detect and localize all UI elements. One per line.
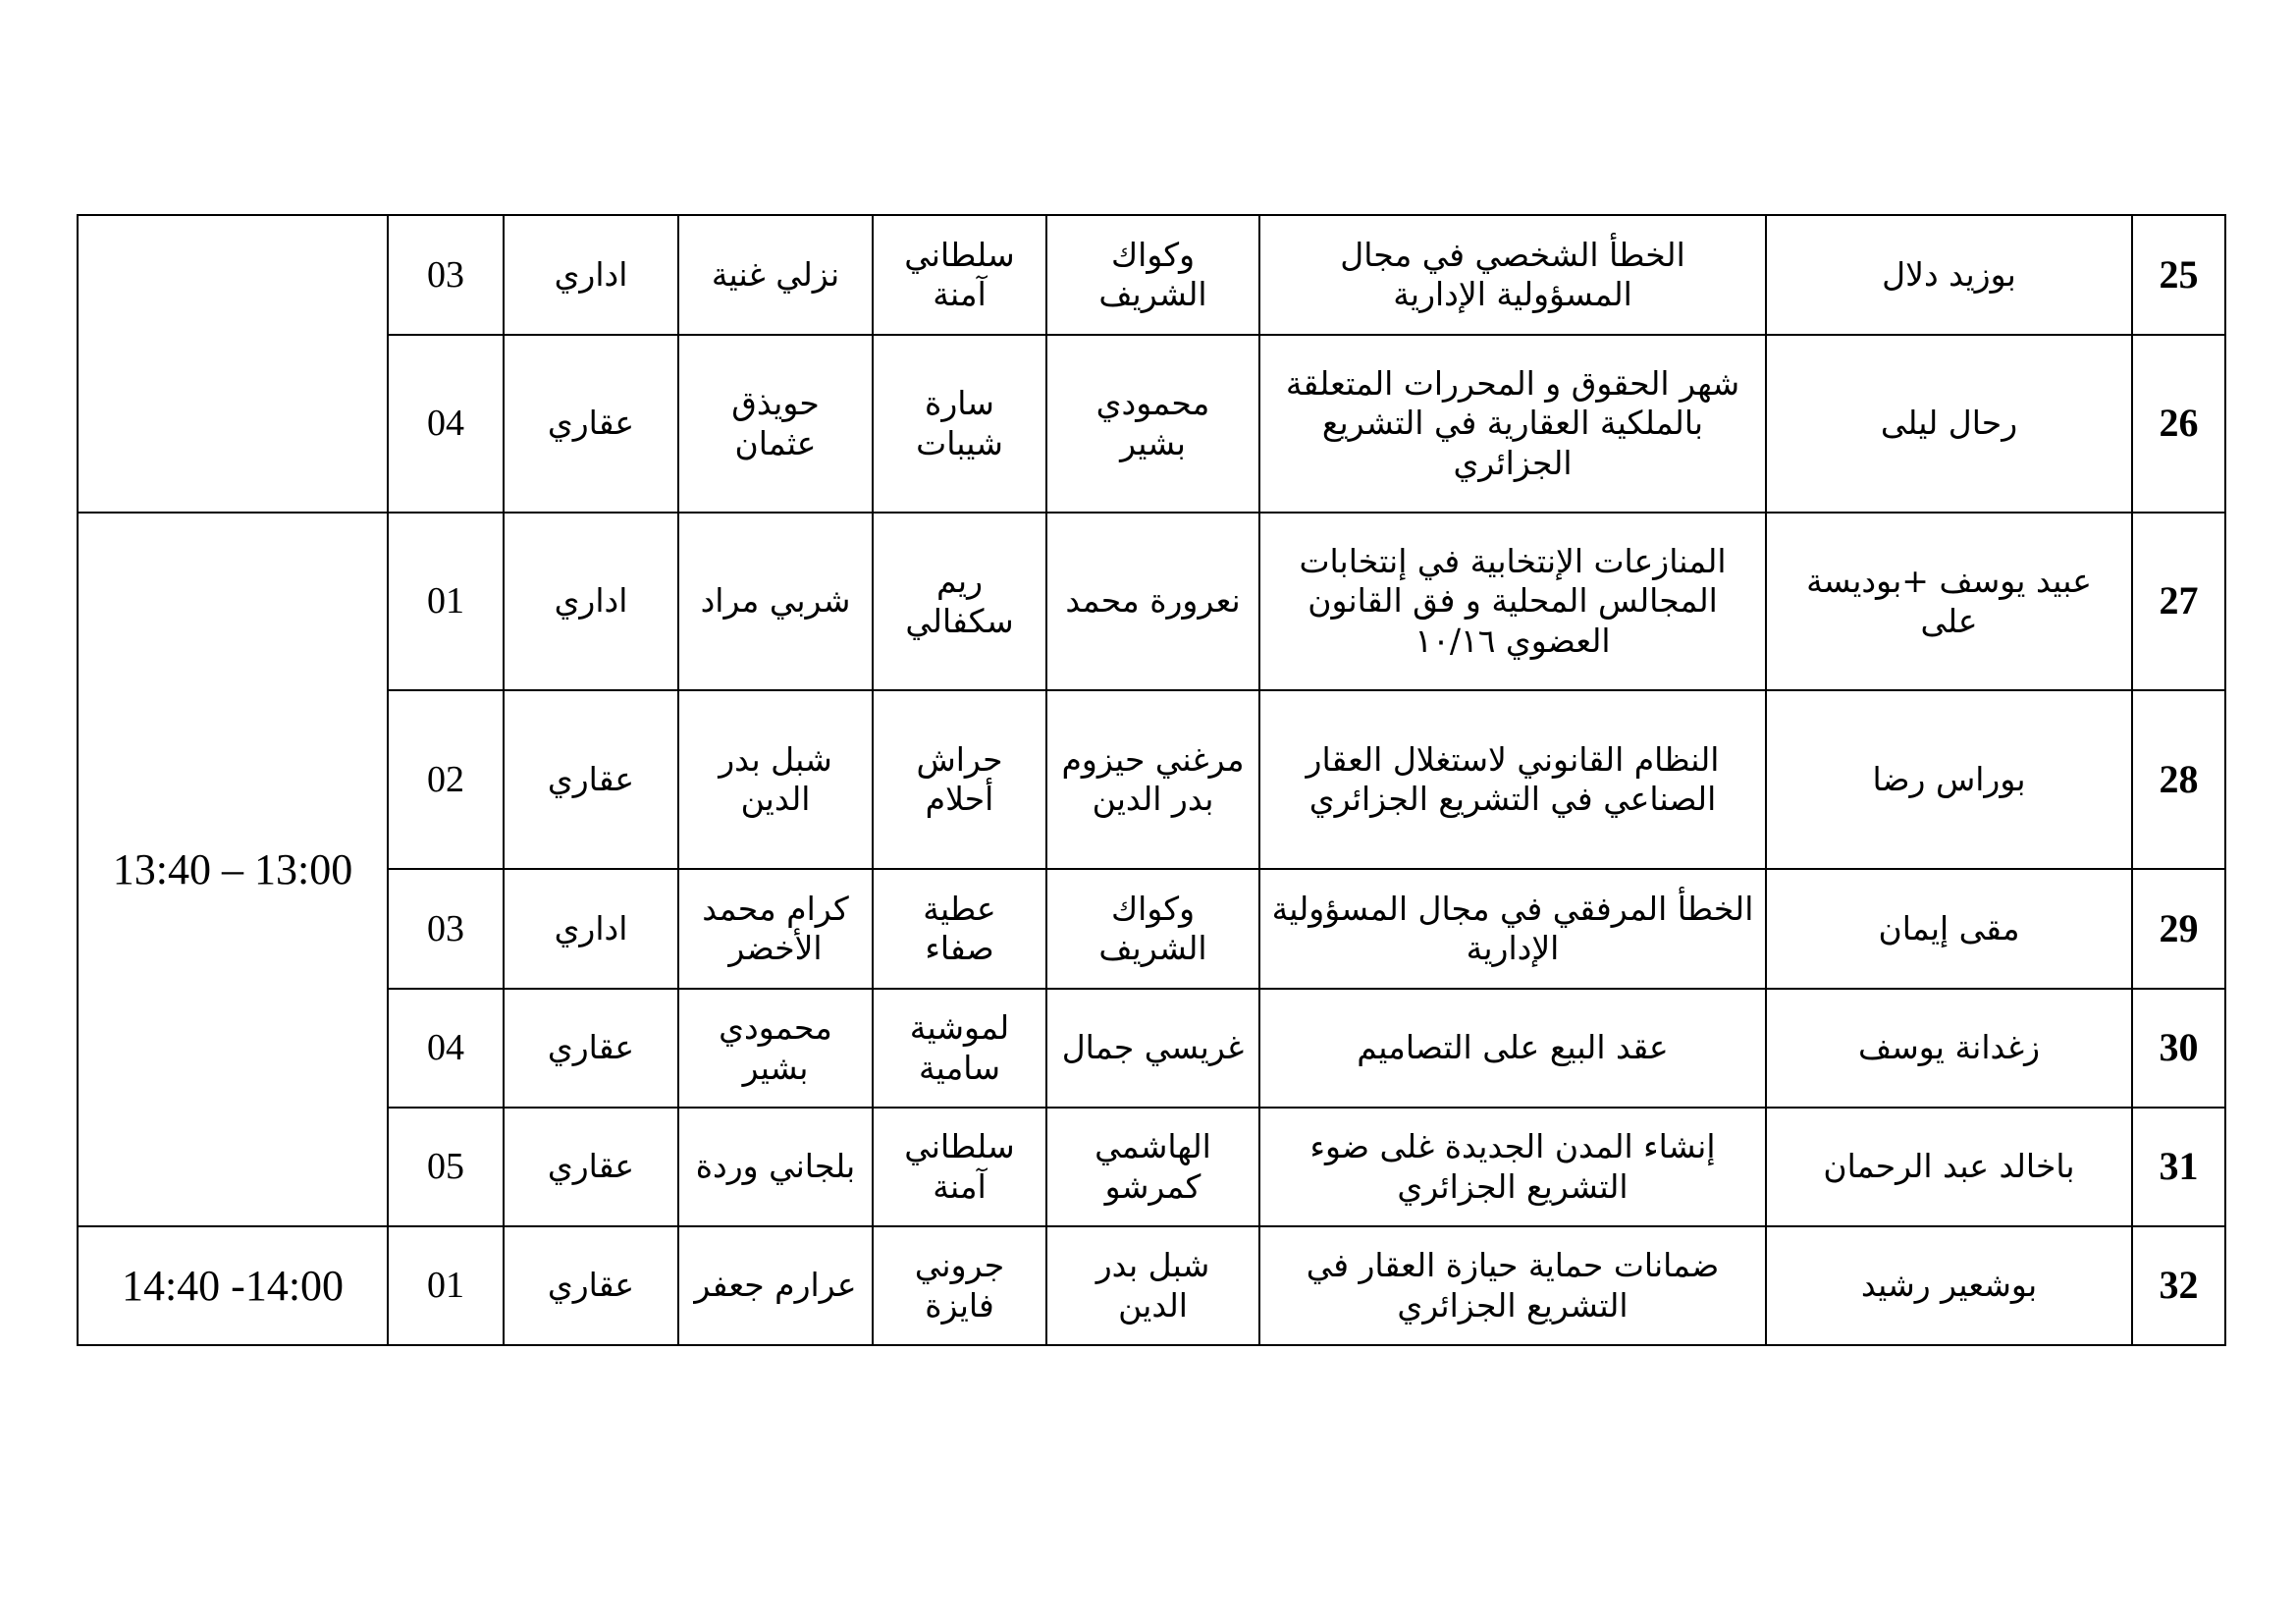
table-row bbox=[78, 1226, 2225, 1345]
supervisor-cell: محمودي بشير bbox=[1046, 335, 1259, 513]
row-number-cell: 30 bbox=[2132, 989, 2225, 1108]
specialty-cell: اداري bbox=[504, 869, 678, 989]
specialty-cell: عقاري bbox=[504, 690, 678, 869]
thesis-title-cell: المنازعات الإنتخابية في إنتخابات المجالس المحلية و فق القانون العضوي ١٠/١٦ bbox=[1259, 513, 1766, 690]
supervisor-cell: وكواك الشريف bbox=[1046, 215, 1259, 335]
jury-president-cell: بلجاني وردة bbox=[678, 1108, 873, 1226]
student-name-cell: زغدانة يوسف bbox=[1766, 989, 2132, 1108]
thesis-title-cell: النظام القانوني لاستغلال العقار الصناعي في التشريع الجزائري bbox=[1259, 690, 1766, 869]
row-number-cell: 31 bbox=[2132, 1108, 2225, 1226]
jury-examiner-cell: سلطاني آمنة bbox=[873, 1108, 1046, 1226]
table-row bbox=[78, 215, 2225, 335]
supervisor-cell: مرغني حيزوم بدر الدين bbox=[1046, 690, 1259, 869]
jury-examiner-cell: عطية صفاء bbox=[873, 869, 1046, 989]
jury-president-cell: حويذق عثمان bbox=[678, 335, 873, 513]
jury-examiner-cell: ريم سكفالي bbox=[873, 513, 1046, 690]
thesis-title-cell: الخطأ الشخصي في مجال المسؤولية الإدارية bbox=[1259, 215, 1766, 335]
student-name-cell: رحال ليلى bbox=[1766, 335, 2132, 513]
table-row bbox=[78, 335, 2225, 513]
specialty-cell: عقاري bbox=[504, 1108, 678, 1226]
time-slot-cell: 14:40 -14:00 bbox=[78, 1226, 388, 1345]
room-cell: 05 bbox=[388, 1108, 504, 1226]
specialty-cell: عقاري bbox=[504, 335, 678, 513]
time-slot-cell: 13:40 – 13:00 bbox=[78, 513, 388, 1226]
row-number-cell: 26 bbox=[2132, 335, 2225, 513]
supervisor-cell: شبل بدر الدين bbox=[1046, 1226, 1259, 1345]
thesis-title-cell: شهر الحقوق و المحررات المتعلقة بالملكية العقارية في التشريع الجزائري bbox=[1259, 335, 1766, 513]
room-cell: 01 bbox=[388, 1226, 504, 1345]
jury-president-cell: شربي مراد bbox=[678, 513, 873, 690]
jury-president-cell: كرام محمد الأخضر bbox=[678, 869, 873, 989]
jury-examiner-cell: جروني فايزة bbox=[873, 1226, 1046, 1345]
jury-examiner-cell: سلطاني آمنة bbox=[873, 215, 1046, 335]
jury-examiner-cell: لموشية سامية bbox=[873, 989, 1046, 1108]
student-name-cell: بوراس رضا bbox=[1766, 690, 2132, 869]
thesis-title-cell: ضمانات حماية حيازة العقار في التشريع الجزائري bbox=[1259, 1226, 1766, 1345]
jury-president-cell: محمودي بشير bbox=[678, 989, 873, 1108]
student-name-cell: مقى إيمان bbox=[1766, 869, 2132, 989]
specialty-cell: عقاري bbox=[504, 989, 678, 1108]
table-row bbox=[78, 1108, 2225, 1226]
defense-schedule-table bbox=[77, 214, 2226, 1346]
jury-examiner-cell: سارة شيبات bbox=[873, 335, 1046, 513]
thesis-title-cell: إنشاء المدن الجديدة غلى ضوء التشريع الجزائري bbox=[1259, 1108, 1766, 1226]
student-name-cell: بوشعير رشيد bbox=[1766, 1226, 2132, 1345]
supervisor-cell: نعرورة محمد bbox=[1046, 513, 1259, 690]
student-name-cell: بوزيد دلال bbox=[1766, 215, 2132, 335]
room-cell: 03 bbox=[388, 215, 504, 335]
row-number-cell: 25 bbox=[2132, 215, 2225, 335]
table-row bbox=[78, 869, 2225, 989]
room-cell: 03 bbox=[388, 869, 504, 989]
student-name-cell: باخالد عبد الرحمان bbox=[1766, 1108, 2132, 1226]
row-number-cell: 28 bbox=[2132, 690, 2225, 869]
jury-president-cell: شبل بدر الدين bbox=[678, 690, 873, 869]
specialty-cell: عقاري bbox=[504, 1226, 678, 1345]
table-row bbox=[78, 513, 2225, 690]
row-number-cell: 32 bbox=[2132, 1226, 2225, 1345]
jury-president-cell: نزلي غنية bbox=[678, 215, 873, 335]
jury-president-cell: عرارم جعفر bbox=[678, 1226, 873, 1345]
time-slot-cell bbox=[78, 215, 388, 513]
supervisor-cell: غريسي جمال bbox=[1046, 989, 1259, 1108]
room-cell: 02 bbox=[388, 690, 504, 869]
supervisor-cell: الهاشمي كمرشو bbox=[1046, 1108, 1259, 1226]
thesis-title-cell: الخطأ المرفقي في مجال المسؤولية الإدارية bbox=[1259, 869, 1766, 989]
supervisor-cell: وكواك الشريف bbox=[1046, 869, 1259, 989]
student-name-cell: عبيد يوسف +بوديسة على bbox=[1766, 513, 2132, 690]
table-row bbox=[78, 989, 2225, 1108]
room-cell: 04 bbox=[388, 335, 504, 513]
thesis-title-cell: عقد البيع على التصاميم bbox=[1259, 989, 1766, 1108]
specialty-cell: اداري bbox=[504, 513, 678, 690]
row-number-cell: 29 bbox=[2132, 869, 2225, 989]
room-cell: 01 bbox=[388, 513, 504, 690]
room-cell: 04 bbox=[388, 989, 504, 1108]
row-number-cell: 27 bbox=[2132, 513, 2225, 690]
table-row bbox=[78, 690, 2225, 869]
jury-examiner-cell: حراش أحلام bbox=[873, 690, 1046, 869]
specialty-cell: اداري bbox=[504, 215, 678, 335]
schedule-body bbox=[78, 215, 2225, 1345]
